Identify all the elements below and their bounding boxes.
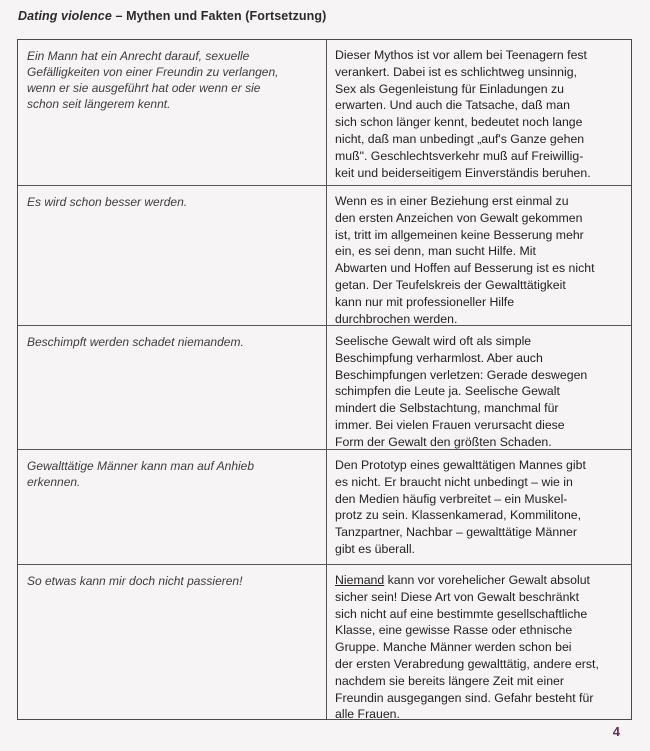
fact-line: Beschimpfungen verletzen: Gerade deswegen: [335, 367, 588, 382]
myth-cell: [27, 194, 320, 210]
column-divider: [326, 326, 327, 449]
fact-line: der ersten Verabredung gewalttätig, andere erst,: [335, 656, 599, 671]
fact-cell: [335, 457, 625, 558]
fact-line-first-rest: kann vor vorehelicher Gewalt absolut: [384, 573, 590, 587]
table-row: [18, 326, 631, 450]
myth-line: So etwas kann mir doch nicht passieren!: [27, 574, 243, 588]
myth-line: Gefälligkeiten von einer Freundin zu verlangen,: [27, 65, 279, 79]
myth-line: erkennen.: [27, 475, 81, 489]
fact-line: Beschimpfung verharmlost. Aber auch: [335, 350, 543, 365]
myth-cell: [27, 573, 320, 589]
table-row: [18, 565, 631, 722]
fact-line: mindert die Selbstachtung, manchmal für: [335, 401, 559, 416]
emphasis-underlined: Niemand: [335, 573, 385, 587]
myth-cell: [27, 458, 320, 490]
fact-line: Dieser Mythos ist vor allem bei Teenagern fest: [335, 48, 587, 62]
fact-line: protz zu sein. Klassenkamerad, Kommilitone,: [335, 508, 582, 523]
fact-line: schimpfen die Leute ja. Seelische Gewalt: [335, 384, 560, 399]
page-title: [18, 9, 326, 23]
fact-line: Form der Gewalt den größten Schaden.: [335, 434, 552, 449]
table-row: [18, 186, 631, 326]
fact-line: Abwarten und Hoffen auf Besserung ist es nicht: [335, 261, 595, 276]
fact-cell: [335, 193, 625, 327]
fact-line: verankert. Dabei ist es schlichtweg unsinnig,: [335, 64, 577, 79]
fact-line: Sex als Gegenleistung für Einladungen zu: [335, 81, 565, 96]
fact-line: getan. Der Teufelskreis der Gewalttätigkeit: [335, 277, 566, 292]
fact-line: Klasse, eine gewisse Rasse oder ethnische: [335, 623, 573, 638]
fact-line: Wenn es in einer Beziehung erst einmal zu: [335, 194, 569, 208]
fact-line: sicher sein! Diese Art von Gewalt beschränkt: [335, 589, 579, 604]
fact-line: nachdem sie bereits längere Zeit mit einer: [335, 673, 564, 688]
fact-line: sich nicht auf eine bestimmte gesellschaftliche: [335, 606, 588, 621]
column-divider: [326, 40, 327, 185]
table-row: [18, 40, 631, 186]
fact-line: immer. Bei vielen Frauen verursacht diese: [335, 417, 565, 432]
fact-line: den ersten Anzeichen von Gewalt gekommen: [335, 210, 583, 225]
fact-line-first: [335, 572, 625, 589]
fact-line: durchbrochen werden.: [335, 311, 458, 326]
fact-line: Freundin ausgegangen sind. Gefahr besteht für: [335, 690, 594, 705]
fact-line: Seelische Gewalt wird oft als simple: [335, 334, 532, 348]
fact-line: Den Prototyp eines gewalttätigen Mannes gibt: [335, 458, 586, 472]
page-title-rest: – Mythen und Fakten (Fortsetzung): [111, 9, 327, 23]
myth-cell: [27, 48, 320, 112]
fact-line: sich schon länger kennt, bedeutet noch lange: [335, 115, 583, 130]
fact-line: kann nur mit professioneller Hilfe: [335, 294, 515, 309]
fact-line: alle Frauen.: [335, 707, 400, 722]
fact-line: den Medien häufig verbreitet – ein Muskel-: [335, 491, 568, 506]
page-number: 4: [612, 724, 620, 739]
fact-cell: [335, 47, 625, 181]
myth-line: Es wird schon besser werden.: [27, 195, 188, 209]
page-title-italic: Dating violence: [18, 9, 112, 23]
myth-line: wenn er sie ausgeführt hat oder wenn er sie: [27, 81, 261, 95]
fact-line: erwarten. Und auch die Tatsache, daß man: [335, 98, 570, 113]
fact-line: Gruppe. Manche Männer werden schon bei: [335, 640, 572, 655]
fact-line: gibt es überall.: [335, 541, 415, 556]
column-divider: [326, 186, 327, 325]
myth-line: Beschimpft werden schadet niemandem.: [27, 335, 244, 349]
fact-line: Tanzpartner, Nachbar – gewalttätige Männer: [335, 525, 577, 540]
fact-line: nicht, daß man unbedingt „auf's Ganze gehen: [335, 131, 585, 146]
fact-line: ein, es sei denn, man sucht Hilfe. Mit: [335, 244, 536, 259]
myth-line: Ein Mann hat ein Anrecht darauf, sexuelle: [27, 49, 250, 63]
myth-line: schon seit längerem kennt.: [27, 97, 171, 111]
myths-facts-table: [17, 39, 632, 720]
column-divider: [326, 450, 327, 564]
myth-cell: [27, 334, 320, 350]
fact-line: keit und beiderseitigem Einverständis beruhen.: [335, 165, 591, 180]
fact-cell: [335, 333, 625, 451]
fact-line: ist, tritt im allgemeinen keine Besserung mehr: [335, 227, 584, 242]
column-divider: [326, 565, 327, 719]
myth-line: Gewalttätige Männer kann man auf Anhieb: [27, 459, 255, 473]
fact-cell: [335, 572, 625, 723]
table-row: [18, 450, 631, 565]
fact-line: muß". Geschlechtsverkehr muß auf Freiwillig-: [335, 148, 584, 163]
fact-line: es nicht. Er braucht nicht unbedingt – wie in: [335, 474, 573, 489]
